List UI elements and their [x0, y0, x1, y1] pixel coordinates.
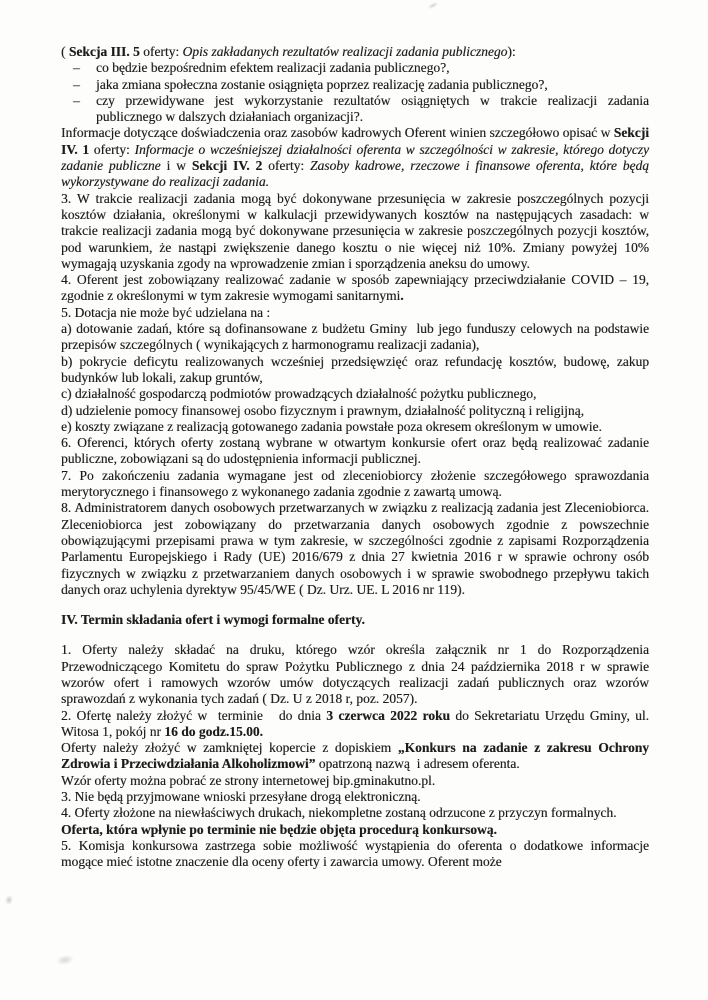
paragraph-iv-koperta [61, 740, 649, 773]
text-run: Opis zakładanych rezultatów realizacji zadania publicznego [182, 44, 508, 59]
smudge-bottom-left [55, 954, 74, 967]
text-run: Informacje dotyczące doświadczenia oraz zasobów kadrowych Oferent winien szczegółowo opisać w [61, 125, 614, 141]
paragraph-sekcja-iii-5 [61, 44, 649, 60]
text-run: oferty: [139, 44, 183, 59]
text-run: „Konkurs na zadanie z zakresu Ochrony Zdrowia i Przeciwdziałania Alkoholizmowi” [61, 740, 649, 772]
text-run: . [400, 288, 404, 304]
text-run: do Sekretariatu Urzędu Gminy, ul. Witosa 1, pokój nr [61, 707, 650, 739]
text-run: b) pokrycie deficytu realizowanych wcześniej przedsięwzięć oraz refundację kosztów, budowę, zakup budynków lub lokali, zakup gruntów, [61, 353, 649, 385]
paragraph-4-covid [61, 272, 649, 305]
text-run: 3 czerwca 2022 roku [326, 707, 450, 723]
paragraph-iv-5-komisja [61, 838, 649, 871]
text-run: e) koszty związane z realizacją gotowanego zadania powstałe poza okresem określonym w umowie. [61, 418, 602, 434]
paragraph-5e [61, 419, 649, 435]
text-run: 5. Dotacja nie może być udzielana na : [61, 304, 271, 320]
paragraph-iv-2-termin [61, 708, 649, 741]
list-item-text [96, 77, 649, 93]
text-run: Sekcja III. 5 [68, 44, 140, 59]
document-body [61, 44, 649, 871]
text-run: Zasoby kadrowe, rzeczowe i finansowe oferenta, które będą wykorzystywane do realizacji zadania. [61, 158, 649, 190]
text-run: 4. Oferent jest zobowiązany realizować zadanie w sposób zapewniający przeciwdziałanie COVID – 19, zgodnie z określonymi w tym zakresie wymogami sanitarnymi [61, 272, 649, 304]
text-run: c) działalność gospodarczą podmiotów prowadzących działalność pożytku publicznego, [61, 386, 537, 402]
text-run: ( [61, 44, 69, 59]
text-run: czy przewidywane jest wykorzystanie rezultatów osiągniętych w trakcie realizacji zadania publicznego w dalszych działaniach organizacji?. [96, 92, 649, 125]
text-run: co będzie bezpośrednim efektem realizacji zadania publicznego?, [96, 60, 450, 76]
list-item-efekt [73, 60, 649, 76]
list-item-text [96, 93, 649, 126]
text-run: Sekcji IV. 2 [191, 158, 263, 174]
paragraph-5a [61, 321, 649, 354]
text-run: a) dotowanie zadań, które są dofinansowane z budżetu Gminy lub jego funduszy celowych na podstawie przepisów szczególnych ( wynikających z harmonogramu realizacji zadania), [61, 321, 649, 353]
text-run: Oferty należy złożyć w zamkniętej kopercie z dopiskiem [61, 740, 398, 756]
paragraph-informacje-doswiadczenie [61, 125, 649, 190]
text-run: ): [507, 44, 516, 59]
text-run: 7. Po zakończeniu zadania wymagane jest od zleceniobiorcy złożenie szczegółowego sprawozdania merytorycznego i finansowego z wykonanego zadania zgodnie z zawartą umową. [61, 467, 649, 500]
text-run: i w [160, 158, 192, 174]
paragraph-6-oferenci [61, 435, 649, 468]
text-run: Sekcji IV. 1 [61, 125, 649, 157]
text-run: d) udzielenie pomocy finansowej osobo fizycznym i prawnym, działalność polityczną i religijną, [61, 402, 584, 418]
text-run: Wzór oferty można pobrać ze strony internetowej bip.gminakutno.pl. [61, 772, 436, 788]
paragraph-iv-4-druki [61, 805, 649, 821]
paragraph-5-dotacja [61, 305, 649, 321]
list-dash: – [73, 60, 80, 76]
text-run: Informacje o wcześniejszej działalności oferenta w szczególności w zakresie, którego dotyczy zadanie publiczne [61, 141, 649, 174]
text-run: oferty: [89, 141, 135, 157]
vertical-gap [61, 628, 649, 642]
text-run: opatrzoną nazwą i adresem oferenta. [315, 756, 520, 772]
text-run: Oferta, która wpłynie po terminie nie będzie objęta procedurą konkursową. [61, 821, 497, 837]
paragraph-5b [61, 354, 649, 387]
text-run: 16 do godz.15.00. [164, 723, 263, 739]
paragraph-3-przesuniecia [61, 191, 649, 272]
text-run: 3. W trakcie realizacji zadania mogą być dokonywane przesunięcia w zakresie poszczególnych pozycji kosztów działania, określonymi w kalkulacji przewidywanych kosztów na następujących zasadach: w trakcie realizacji zadania mogą być dokonywane przesunięcia w zakresie poszczególnych pozycji kosztów, pod warunkiem, że nastąpi zwiększenie danego kosztu o nie więcej niż 10%. Zmiany powyżej 10% wymagają uzyskania zgody na wprowadzenie zmian i sporządzenia aneksu do umowy. [61, 190, 649, 271]
text-run: 8. Administratorem danych osobowych przetwarzanych w związku z realizacją zadania jest Zleceniobiorca. Zleceniobiorca jest zobowiązany do przetwarzania danych osobowych zgodnie z powszechnie obowiązującymi przepisami prawa w tym zakresie, w szczególności zgodnie z zapisami Rozporządzenia Parlamentu Europejskiego i Rady (UE) 2016/679 z dnia 27 kwietnia 2016 r w sprawie ochrony osób fizycznych w związku z przetwarzaniem danych osobowych i w sprawie swobodnego przepływu takich danych oraz uchylenia dyrektyw 95/45/WE ( Dz. Urz. UE. L 2016 nr 119). [61, 500, 649, 597]
paragraph-5d [61, 403, 649, 419]
list-item-zmiana-spoleczna [73, 77, 649, 93]
paragraph-5c [61, 386, 649, 402]
paragraph-iv-wzor [61, 773, 649, 789]
text-run: 1. Oferty należy składać na druku, którego wzór określa załącznik nr 1 do Rozporządzenia Przewodniczącego Komitetu do spraw Pożytku Publicznego z dnia 24 października 2018 r w sprawie wzorów ofert i ramowych wzorów umów dotyczących realizacji zadań publicznych oraz wzorów sprawozdań z wykonania tych zadań ( Dz. U z 2018 r, poz. 2057). [61, 642, 649, 707]
text-run: oferty: [262, 158, 311, 174]
text-run: jaka zmiana społeczna zostanie osiągnięta poprzez realizację zadania publicznego?, [96, 76, 548, 92]
list-dash: – [73, 92, 80, 108]
list-dash: – [73, 76, 80, 92]
text-run: 4. Oferty złożone na niewłaściwych drukach, niekompletne zostaną odrzucone z przyczyn formalnych. [61, 805, 617, 821]
smudge-top-right [427, 0, 440, 10]
text-run: 5. Komisja konkursowa zastrzega sobie możliwość wystąpienia do oferenta o dodatkowe informacje mogące mieć istotne znaczenie dla oceny oferty i zawarcia umowy. Oferent może [61, 837, 649, 870]
text-run: IV. Termin składania ofert i wymogi formalne oferty. [61, 612, 365, 628]
paragraph-iv-1-druk [61, 642, 649, 707]
text-run: 6. Oferenci, których oferty zostaną wybrane w otwartym konkursie ofert oraz będą realizować zadanie publiczne, zobowiązani są do udostępnienia informacji publicznej. [61, 435, 649, 467]
text-run: 2. Ofertę należy złożyć w terminie do dnia [61, 707, 327, 723]
paragraph-8-administrator [61, 500, 649, 598]
list-item-text [96, 60, 649, 76]
paragraph-7-sprawozdanie [61, 468, 649, 501]
section-heading-iv [61, 612, 649, 628]
vertical-gap [61, 598, 649, 612]
paragraph-iv-termin-bold [61, 822, 649, 838]
text-run: 3. Nie będą przyjmowane wnioski przesyłane drogą elektroniczną. [61, 789, 421, 805]
mark-left-edge [4, 894, 14, 906]
list-item-rezultaty [73, 93, 649, 126]
paragraph-iv-3-elektroniczna [61, 789, 649, 805]
